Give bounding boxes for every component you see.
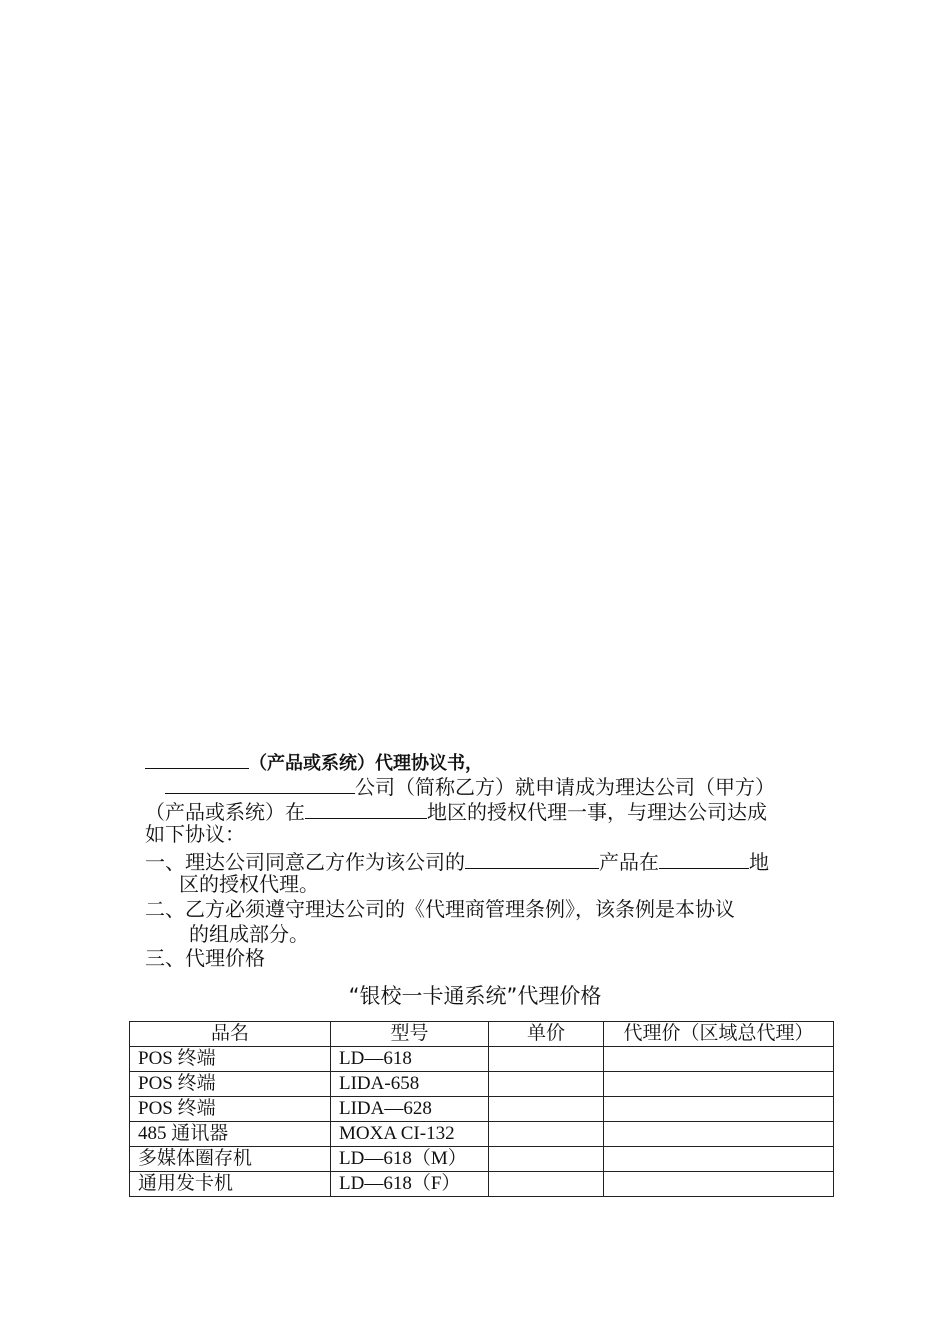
clause-3: 三、代理价格 bbox=[145, 948, 265, 970]
header-model: 型号 bbox=[331, 1022, 489, 1047]
cell-agent-price bbox=[604, 1097, 834, 1122]
cell-unit-price bbox=[489, 1072, 604, 1097]
cell-agent-price bbox=[604, 1147, 834, 1172]
paragraph-1-line-1: 公司（简称乙方）就申请成为理达公司（甲方） bbox=[165, 773, 775, 800]
cell-model: LD—618 bbox=[331, 1047, 489, 1072]
price-table-heading: “银校一卡通系统”代理价格 bbox=[348, 984, 602, 1008]
paragraph-1-line-3: 如下协议： bbox=[145, 824, 245, 846]
cell-agent-price bbox=[604, 1172, 834, 1197]
cell-model: MOXA CI-132 bbox=[331, 1122, 489, 1147]
header-product-name: 品名 bbox=[130, 1022, 331, 1047]
cell-unit-price bbox=[489, 1097, 604, 1122]
product-name-blank bbox=[145, 748, 249, 769]
cell-model: LIDA—628 bbox=[331, 1097, 489, 1122]
clause-1-line-2: 区的授权代理。 bbox=[179, 874, 319, 896]
paragraph-1-line-2: （产品或系统）在 地区的授权代理一事，与理达公司达成 bbox=[145, 798, 767, 825]
cell-unit-price bbox=[489, 1122, 604, 1147]
company-name-blank bbox=[165, 773, 355, 794]
header-unit-price: 单价 bbox=[489, 1022, 604, 1047]
region-blank bbox=[305, 798, 427, 819]
price-table bbox=[129, 1021, 834, 1197]
cell-product-name: 485 通讯器 bbox=[130, 1122, 331, 1147]
cell-agent-price bbox=[604, 1047, 834, 1072]
cell-unit-price bbox=[489, 1047, 604, 1072]
table-row bbox=[130, 1147, 834, 1172]
cell-product-name: POS 终端 bbox=[130, 1097, 331, 1122]
title-text: （产品或系统）代理协议书， bbox=[249, 753, 483, 774]
header-agent-price: 代理价（区域总代理） bbox=[604, 1022, 834, 1047]
table-row bbox=[130, 1097, 834, 1122]
cell-product-name: POS 终端 bbox=[130, 1072, 331, 1097]
clause-2-line-1: 二、乙方必须遵守理达公司的《代理商管理条例》，该条例是本协议 bbox=[145, 899, 735, 921]
agreement-title bbox=[145, 748, 483, 776]
cell-agent-price bbox=[604, 1072, 834, 1097]
clause-2-line-2: 的组成部分。 bbox=[189, 924, 309, 946]
cell-model: LD—618（F） bbox=[331, 1172, 489, 1197]
cell-unit-price bbox=[489, 1147, 604, 1172]
clause-1-product-blank bbox=[465, 848, 599, 869]
table-row bbox=[130, 1072, 834, 1097]
table-row bbox=[130, 1047, 834, 1072]
clause-1-region-blank bbox=[659, 848, 749, 869]
cell-product-name: POS 终端 bbox=[130, 1047, 331, 1072]
cell-product-name: 通用发卡机 bbox=[130, 1172, 331, 1197]
table-header-row bbox=[130, 1022, 834, 1047]
cell-product-name: 多媒体圈存机 bbox=[130, 1147, 331, 1172]
cell-model: LIDA-658 bbox=[331, 1072, 489, 1097]
clause-1-line-1: 一、理达公司同意乙方作为该公司的 产品在 地 bbox=[145, 848, 769, 875]
cell-unit-price bbox=[489, 1172, 604, 1197]
table-row bbox=[130, 1172, 834, 1197]
cell-agent-price bbox=[604, 1122, 834, 1147]
cell-model: LD—618（M） bbox=[331, 1147, 489, 1172]
table-row bbox=[130, 1122, 834, 1147]
